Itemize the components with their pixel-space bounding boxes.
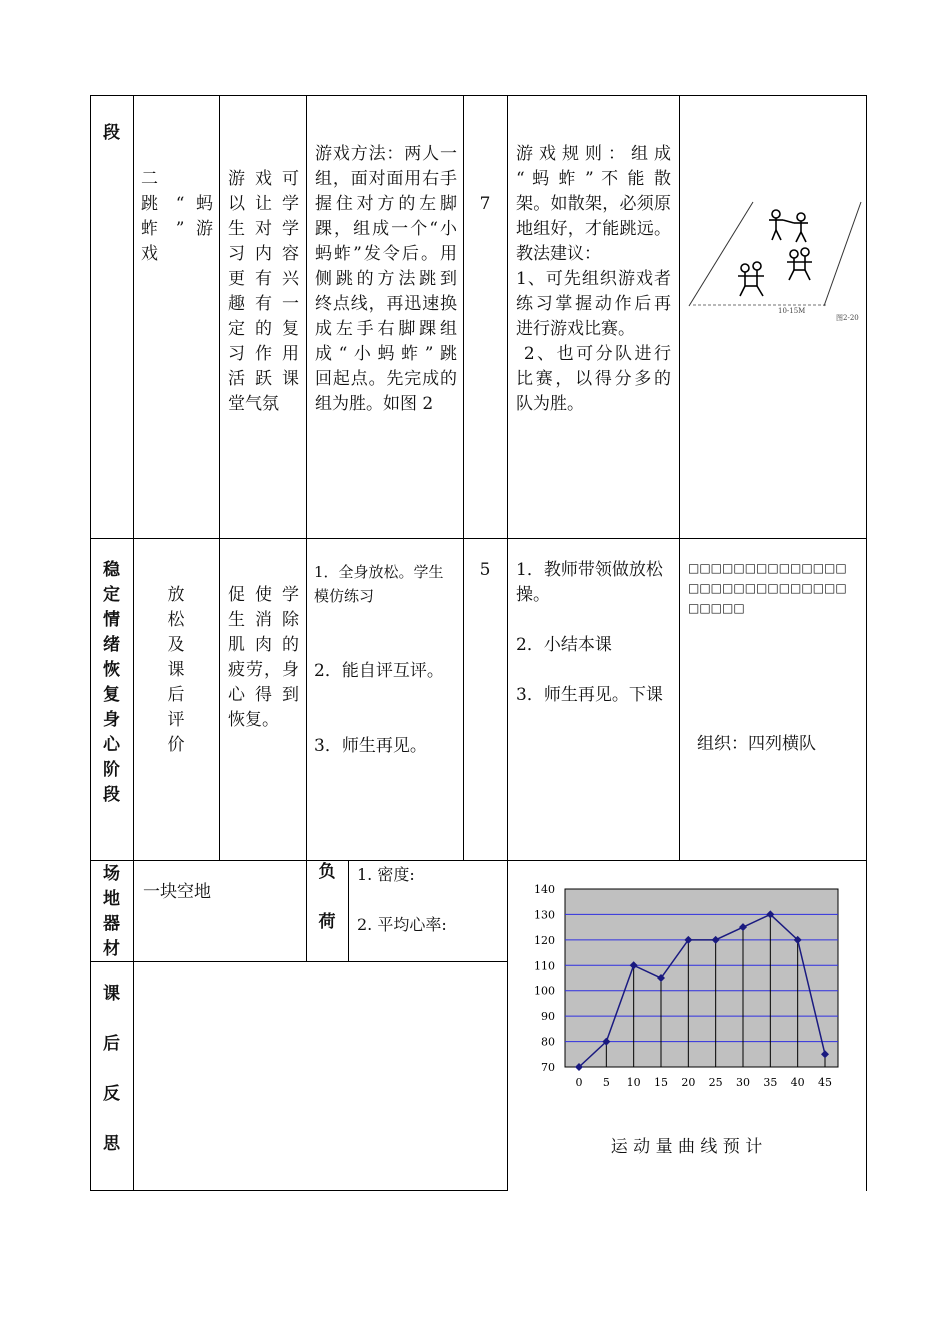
- content-line: 二: [141, 169, 158, 189]
- purpose-line: 习 作 用: [228, 344, 299, 364]
- game-rules-cell: [516, 142, 671, 417]
- teacher-item: 2．小结本课: [516, 635, 612, 655]
- stage-char: 身: [103, 710, 120, 730]
- y-tick-label: 80: [541, 1035, 555, 1049]
- heart-rate-label: 2. 平均心率:: [357, 915, 447, 934]
- method-line: 成左手右脚踝组: [315, 319, 457, 339]
- rules-line: 进行游戏比赛。: [516, 319, 635, 339]
- org-placeholder-text: □□□□□□□□□□□□□□□□□□□□□□□□□□□□□□□□□: [688, 561, 847, 615]
- content-line: 蚱 ” 游: [141, 219, 213, 239]
- purpose-line: 活 跃 课: [228, 369, 299, 389]
- x-tick-label: 5: [602, 1076, 610, 1089]
- content-char: 评: [167, 710, 185, 730]
- jumping-pair-icon: [769, 210, 808, 242]
- game-illustration: [683, 200, 863, 325]
- density-label: 1. 密度:: [357, 865, 415, 884]
- method-line: 组，面对面用右手: [315, 169, 457, 189]
- purpose-line: 更 有 兴: [228, 269, 299, 289]
- load-char: 荷: [318, 912, 336, 932]
- x-tick-label: 10: [626, 1076, 641, 1089]
- x-tick-label: 15: [654, 1076, 668, 1089]
- purpose-line: 生 消 除: [228, 610, 299, 630]
- field-boundary-right: [824, 202, 861, 306]
- reflection-label: [90, 982, 133, 1157]
- student-item: 3．师生再见。: [314, 736, 427, 756]
- stage-char: 阶: [103, 760, 120, 780]
- load-char: 负: [318, 862, 336, 882]
- x-tick-label: 20: [681, 1076, 696, 1089]
- stage-label-cooldown: [90, 558, 133, 808]
- distance-label: 10-15M: [778, 307, 806, 315]
- purpose-line: 以 让 学: [228, 194, 299, 214]
- purpose-line: 定 的 复: [228, 319, 299, 339]
- stage-char: 稳: [103, 560, 120, 580]
- purpose-line: 游 戏 可: [228, 169, 299, 189]
- teacher-activities: [516, 558, 674, 708]
- stage-char: 绪: [103, 635, 120, 655]
- y-tick-label: 90: [541, 1010, 555, 1024]
- method-line: 回起点。先完成的: [315, 369, 457, 389]
- reflection-char: 思: [103, 1134, 120, 1154]
- figure-caption: 图2-20: [836, 314, 859, 322]
- stage-char: 定: [103, 585, 120, 605]
- y-tick-label: 70: [541, 1061, 555, 1074]
- venue-char: 地: [103, 889, 120, 909]
- rules-line: 教法建议：: [516, 244, 601, 264]
- purpose-line: 心 得 到: [228, 685, 299, 705]
- y-tick-label: 140: [534, 883, 555, 896]
- content-char: 松: [167, 610, 185, 630]
- venue-char: 材: [103, 939, 120, 959]
- reflection-char: 反: [103, 1084, 120, 1104]
- rules-line: 比赛，以得分多的: [516, 369, 671, 389]
- cooldown-content: [133, 583, 219, 758]
- method-line: 握住对方的左脚: [315, 194, 457, 214]
- purpose-line: 肌 肉 的: [228, 635, 299, 655]
- game-content-cell: [141, 167, 213, 267]
- time-minutes: 5: [479, 560, 491, 580]
- y-tick-label: 110: [534, 959, 555, 973]
- method-line: 成“小蚂蚱”跳: [315, 344, 457, 364]
- x-tick-label: 25: [708, 1076, 723, 1089]
- game-method-cell: [315, 142, 457, 417]
- method-line: 蚂蚱”发令后。用: [315, 244, 457, 264]
- venue-char: 场: [103, 864, 120, 884]
- venue-char: 器: [103, 914, 120, 934]
- purpose-line: 生 对 学: [228, 219, 299, 239]
- x-tick-label: 30: [736, 1076, 750, 1089]
- reflection-char: 课: [103, 984, 120, 1004]
- stage-char: 情: [103, 610, 120, 630]
- purpose-line: 习 内 容: [228, 244, 299, 264]
- rules-line: “ 蚂 蚱 ” 不 能 散: [516, 169, 671, 189]
- teacher-item: 1．教师带领做放松操。: [516, 560, 663, 605]
- stage-char: 心: [103, 735, 120, 755]
- content-char: 及: [167, 635, 185, 655]
- method-line: 组为胜。如图 2: [315, 394, 434, 414]
- rules-line: 游 戏 规 则 ： 组 成: [516, 144, 671, 164]
- content-line: 跳 “ 蚂: [141, 194, 213, 214]
- x-tick-label: 0: [575, 1076, 583, 1089]
- x-tick-label: 45: [818, 1076, 832, 1089]
- exercise-load-chart: [509, 870, 864, 1100]
- x-tick-label: 40: [790, 1076, 805, 1089]
- student-activities: [314, 560, 458, 759]
- purpose-line: 趣 有 一: [228, 294, 299, 314]
- method-line: 游戏方法：两人一: [315, 144, 457, 164]
- org-label: 组织：四列横队: [697, 734, 816, 754]
- x-tick-label: 35: [763, 1076, 778, 1089]
- content-line: 戏: [141, 244, 158, 264]
- y-tick-label: 100: [534, 984, 555, 998]
- teacher-item: 3．师生再见。下课: [516, 685, 663, 705]
- game-purpose-cell: [228, 167, 299, 417]
- venue-value: 一块空地: [143, 882, 211, 902]
- jumping-pair-icon: [738, 262, 764, 296]
- purpose-line: 堂气氛: [228, 394, 279, 414]
- load-label: [306, 860, 348, 935]
- cooldown-purpose: [228, 583, 299, 733]
- rules-line: 1、可先组织游戏者: [516, 269, 671, 289]
- stage-char: 恢: [103, 660, 120, 680]
- student-item: 2．能自评互评。: [314, 661, 444, 681]
- student-item: 1．全身放松。学生模仿练习: [314, 563, 444, 605]
- jumping-pair-icon: [787, 248, 812, 280]
- method-line: 侧跳的方法跳到: [315, 269, 457, 289]
- content-char: 放: [167, 585, 185, 605]
- purpose-line: 促 使 学: [228, 585, 299, 605]
- y-tick-label: 130: [534, 908, 555, 922]
- content-char: 课: [167, 660, 185, 680]
- rules-line: 地组好，才能跳远。: [516, 219, 671, 239]
- venue-label: [90, 862, 133, 962]
- time-minutes: 7: [479, 194, 491, 214]
- rules-line: 2、也可分队进行: [516, 344, 671, 364]
- rules-line: 队为胜。: [516, 394, 584, 414]
- rules-line: 练习掌握动作后再: [516, 294, 671, 314]
- method-line: 踝，组成一个“小: [315, 219, 457, 239]
- method-line: 终点线，再迅速换: [315, 294, 457, 314]
- purpose-line: 疲劳，身: [228, 660, 299, 680]
- chart-title: 运 动 量 曲 线 预 计: [610, 1137, 763, 1157]
- content-char: 价: [167, 735, 185, 755]
- stage-label-part: 段: [103, 123, 120, 143]
- stage-char: 段: [103, 785, 120, 805]
- stage-char: 复: [103, 685, 120, 705]
- purpose-line: 恢复。: [228, 710, 279, 730]
- reflection-char: 后: [103, 1034, 120, 1054]
- rules-line: 架。如散架，必须原: [516, 194, 671, 214]
- content-char: 后: [167, 685, 185, 705]
- y-tick-label: 120: [534, 933, 555, 947]
